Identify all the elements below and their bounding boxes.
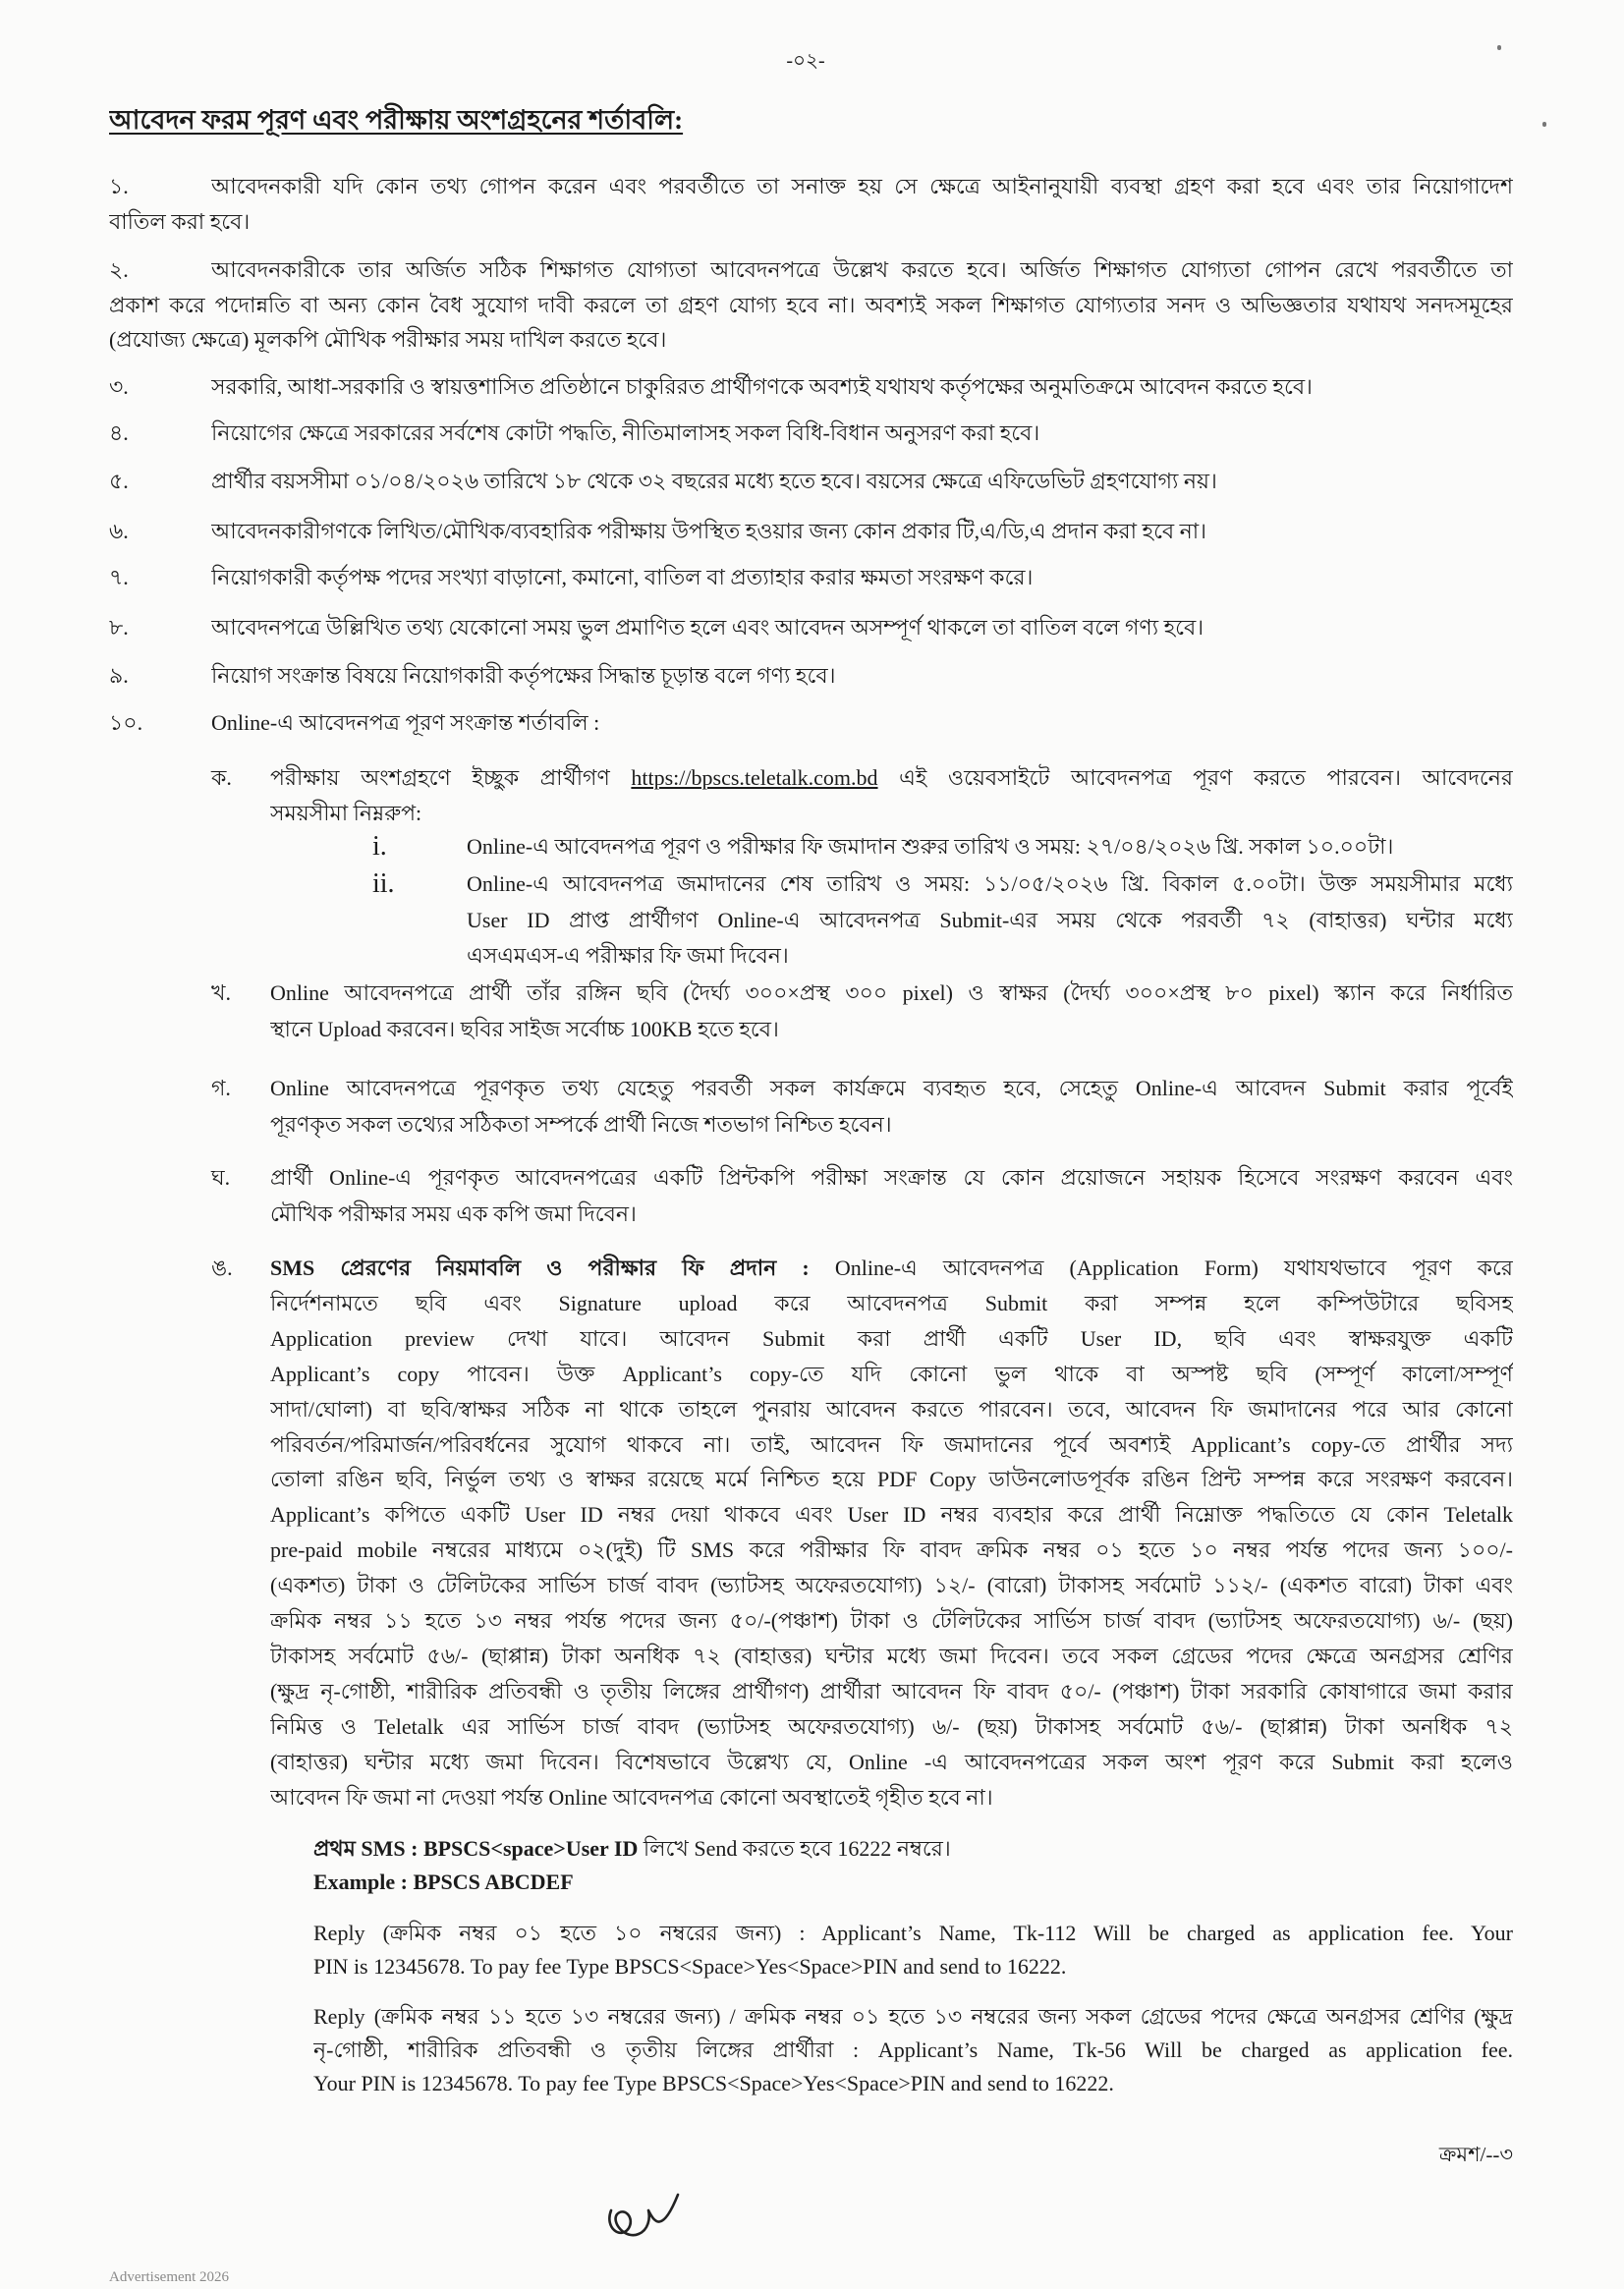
sms-reply-1-line-2: PIN is 12345678. To pay fee Type BPSCS<Space>Yes<Space>PIN and send to 16222.: [313, 1954, 1067, 1979]
online-condition-nga-line-8: Applicant’s কপিতে একটি User ID নম্বর দেয়া থাকবে এবং User ID নম্বর ব্যবহার করে প্রার্থী নিম্নোক্ত পদ্ধতিতে যে কোন Teletalk: [270, 1502, 1513, 1528]
sms-reply-1-line-1: Reply (ক্রমিক নম্বর ০১ হতে ১০ নম্বরের জন্য) : Applicant’s Name, Tk-112 Will be charged as application fee. Your: [313, 1921, 1513, 1945]
condition-6-line-1: আবেদনকারীগণকে লিখিত/মৌখিক/ব্যবহারিক পরীক্ষায় উপস্থিত হওয়ার জন্য কোন প্রকার টি,এ/ডি,এ প্রদান করা হবে না।: [211, 519, 1207, 543]
ka-text-end: এই ওয়েবসাইটে আবেদনপত্র পূরণ করতে পারবেন। আবেদনের: [877, 765, 1513, 790]
online-condition-nga-line-2: নির্দেশনামতে ছবি এবং Signature upload করে আবেদনপত্র Submit করা সম্পন্ন হলে কম্পিউটারে ছবিসহ: [270, 1290, 1513, 1315]
page-number: -০২-: [786, 50, 825, 72]
online-condition-ka-line-1: [270, 760, 1513, 796]
online-condition-kha-number: খ.: [211, 980, 231, 1005]
website-link[interactable]: https://bpscs.teletalk.com.bd: [631, 765, 878, 790]
signature-stroke: [609, 2195, 678, 2235]
online-condition-kha-line-1: Online আবেদনপত্রে প্রার্থী তাঁর রঙ্গিন ছবি (দৈর্ঘ্য ৩০০×প্রস্থ ৩০০ pixel) ও স্বাক্ষর (দৈর্ঘ্য ৩০০×প্রস্থ ৮০ pixel) স্ক্যান করে নির্ধারিত: [270, 980, 1513, 1005]
sms-rules-first-line: Online-এ আবেদনপত্র (Application Form) যথাযথভাবে পূরণ করে: [809, 1256, 1513, 1280]
footer-note: Advertisement 2026: [109, 2269, 230, 2285]
sms-rules-title: SMS প্রেরণের নিয়মাবলি ও পরীক্ষার ফি প্রদান :: [270, 1256, 810, 1280]
condition-5-line-1: প্রার্থীর বয়সসীমা ০১/০৪/২০২৬ তারিখে ১৮ থেকে ৩২ বছরের মধ্যে হতে হবে। বয়সের ক্ষেত্রে এফিডেভিট গ্রহণযোগ্য নয়।: [211, 469, 1217, 493]
condition-4-line-1: নিয়োগের ক্ষেত্রে সরকারের সর্বশেষ কোটা পদ্ধতি, নীতিমালাসহ সকল বিধি-বিধান অনুসরণ করা হবে।: [211, 420, 1040, 445]
condition-10-number: ১০.: [109, 710, 143, 735]
online-condition-gha-number: ঘ.: [211, 1165, 231, 1190]
online-condition-nga-line-14: নিমিত্ত ও Teletalk এর সার্ভিস চার্জ বাবদ (ভ্যাটসহ অফেরতযোগ্য) ৬/- (ছয়) টাকাসহ সর্বমোট ৫৬/- (ছাপ্পান্ন) টাকা অনধিক ৭২: [270, 1713, 1513, 1739]
online-condition-nga-line-11: ক্রমিক নম্বর ১১ হতে ১৩ নম্বর পর্যন্ত পদের জন্য ৫০/-(পঞ্চাশ) টাকা ও টেলিটকের সার্ভিস চার্জ বাবদ (ভ্যাটসহ অফেরতযোগ্য) ৬/- (ছয়): [270, 1608, 1513, 1633]
condition-8-line-1: আবেদনপত্রে উল্লিখিত তথ্য যেকোনো সময় ভুল প্রমাণিত হলে এবং আবেদন অসম্পূর্ণ থাকলে তা বাতিল বলে গণ্য হবে।: [211, 615, 1204, 640]
online-condition-nga-line-15: (বাহাত্তর) ঘন্টার মধ্যে জমা দিবেন। বিশেষভাবে উল্লেখ্য যে, Online -এ আবেদনপত্রের সকল অংশ পূরণ করে Submit করা হলেও: [270, 1749, 1513, 1774]
online-condition-nga-line-16: আবেদন ফি জমা না দেওয়া পর্যন্ত Online আবেদনপত্র কোনো অবস্থাতেই গৃহীত হবে না।: [270, 1784, 993, 1810]
online-condition-nga-line-9: pre-paid mobile নম্বরের মাধ্যমে ০২(দুই) টি SMS করে পরীক্ষার ফি বাবদ ক্রমিক নম্বর ০১ হতে ১০ নম্বর পর্যন্ত পদের জন্য ১০০/-: [270, 1537, 1513, 1563]
online-condition-nga-line-6: পরিবর্তন/পরিমার্জন/পরিবর্ধনের সুযোগ থাকবে না। তাই, আবেদন ফি জমাদানের পূর্বে অবশ্যই Applicant’s copy-তে প্রার্থীর সদ্য: [270, 1431, 1513, 1457]
condition-9-line-1: নিয়োগ সংক্রান্ত বিষয়ে নিয়োগকারী কর্তৃপক্ষের সিদ্ধান্ত চূড়ান্ত বলে গণ্য হবে।: [211, 663, 836, 688]
online-condition-nga-line-4: Applicant’s copy পাবেন। উক্ত Applicant’s copy-তে যদি কোনো ভুল থাকে বা অস্পষ্ট ছবি (সম্পূর্ণ কালো/সম্পূর্ণ: [270, 1361, 1513, 1386]
scan-speck: [1497, 45, 1501, 50]
online-condition-ga-line-2: পূরণকৃত সকল তথ্যের সঠিকতা সম্পর্কে প্রার্থী নিজে শতভাগ নিশ্চিত হবেন।: [270, 1112, 892, 1137]
deadline-1-line-1: Online-এ আবেদনপত্র পূরণ ও পরীক্ষার ফি জমাদান শুরুর তারিখ ও সময়: ২৭/০৪/২০২৬ খ্রি. সকাল ১০.০০টা।: [467, 834, 1394, 859]
condition-7-line-1: নিয়োগকারী কর্তৃপক্ষ পদের সংখ্যা বাড়ানো, কমানো, বাতিল বা প্রত্যাহার করার ক্ষমতা সংরক্ষণ করে।: [211, 565, 1034, 589]
deadline-2-line-3: এসএমএস-এ পরীক্ষার ফি জমা দিবেন।: [467, 943, 789, 968]
condition-2-line-3: (প্রযোজ্য ক্ষেত্রে) মূলকপি মৌখিক পরীক্ষার সময় দাখিল করতে হবে।: [109, 327, 667, 352]
deadline-2-line-2: User ID প্রাপ্ত প্রার্থীগণ Online-এ আবেদনপত্র Submit-এর সময় থেকে পরবর্তী ৭২ (বাহাত্তর) ঘন্টার মধ্যে: [467, 907, 1513, 932]
deadline-2-line-1: Online-এ আবেদনপত্র জমাদানের শেষ তারিখ ও সময়: ১১/০৫/২০২৬ খ্রি. বিকাল ৫.০০টা। উক্ত সময়সীমার মধ্যে: [467, 871, 1513, 896]
continued-note: ক্রমশ/--৩: [1438, 2143, 1513, 2166]
conditions-heading: আবেদন ফরম পূরণ এবং পরীক্ষায় অংশগ্রহনের শর্তাবলি:: [109, 105, 684, 135]
online-condition-nga-line-13: (ক্ষুদ্র নৃ-গোষ্ঠী, শারীরিক প্রতিবন্ধী ও তৃতীয় লিঙ্গের প্রার্থীগণ) প্রার্থীরা আবেদন ফি বাবদ ৫০/- (পঞ্চাশ) টাকা সরকারি কোষাগারে জমা করার: [270, 1678, 1513, 1703]
online-condition-ga-line-1: Online আবেদনপত্রে পূরণকৃত তথ্য যেহেতু পরবর্তী সকল কার্যক্রমে ব্যবহৃত হবে, সেহেতু Online-এ আবেদন Submit করার পূর্বেই: [270, 1076, 1513, 1100]
condition-10-line-1: Online-এ আবেদনপত্র পূরণ সংক্রান্ত শর্তাবলি :: [211, 710, 600, 735]
condition-9-number: ৯.: [109, 663, 129, 688]
online-condition-ka-number: ক.: [211, 765, 232, 790]
online-condition-nga-line-1: [270, 1251, 1513, 1286]
signature: [601, 2187, 684, 2248]
condition-7-number: ৭.: [109, 565, 129, 589]
condition-8-number: ৮.: [109, 615, 129, 640]
conditions-heading-block: [109, 100, 993, 140]
first-sms-text: লিখে Send করতে হবে 16222 নম্বরে।: [638, 1836, 951, 1861]
first-sms-line: [313, 1832, 1513, 1866]
online-condition-gha-line-1: প্রার্থী Online-এ পূরণকৃত আবেদনপত্রের একটি প্রিন্টকপি পরীক্ষা সংক্রান্ত যে কোন প্রয়োজনে সহায়ক হিসেবে সংরক্ষণ করবেন এবং: [270, 1165, 1513, 1190]
online-condition-nga-line-12: টাকাসহ সর্বমোট ৫৬/- (ছাপ্পান্ন) টাকা অনধিক ৭২ (বাহাত্তর) ঘন্টার মধ্যে জমা দিবেন। তবে সকল গ্রেডের পদের ক্ষেত্রে অনগ্রসর শ্রেণির: [270, 1643, 1513, 1668]
deadline-2-number: ii.: [372, 868, 395, 899]
sms-reply-2-line-2: নৃ-গোষ্ঠী, শারীরিক প্রতিবন্ধী ও তৃতীয় লিঙ্গের প্রার্থীরা : Applicant’s Name, Tk-56 Will be charged as application fee.: [313, 2038, 1513, 2062]
online-condition-nga-line-7: তোলা রঙিন ছবি, নির্ভুল তথ্য ও স্বাক্ষর রয়েছে মর্মে নিশ্চিত হয়ে PDF Copy ডাউনলোডপূর্বক রঙিন প্রিন্ট সম্পন্ন করে সংরক্ষণ করবেন।: [270, 1467, 1513, 1492]
sms-reply-2-line-3: Your PIN is 12345678. To pay fee Type BPSCS<Space>Yes<Space>PIN and send to 16222.: [313, 2071, 1114, 2095]
online-condition-ga-number: গ.: [211, 1076, 231, 1100]
condition-2-number: ২.: [109, 257, 129, 282]
sms-reply-2-line-1: Reply (ক্রমিক নম্বর ১১ হতে ১৩ নম্বরের জন্য) / ক্রমিক নম্বর ০১ হতে ১৩ নম্বরের জন্য সকল গ্রেডের পদের ক্ষেত্রে অনগ্রসর শ্রেণির (ক্ষুদ্র: [313, 2004, 1513, 2029]
online-condition-kha-line-2: স্থানে Upload করবেন। ছবির সাইজ সর্বোচ্চ 100KB হতে হবে।: [270, 1017, 779, 1041]
sms-example: [313, 1866, 1513, 1899]
ka-text-start: পরীক্ষায় অংশগ্রহণে ইচ্ছুক প্রার্থীগণ: [270, 765, 632, 790]
condition-2-line-1: আবেদনকারীকে তার অর্জিত সঠিক শিক্ষাগত যোগ্যতা আবেদনপত্রে উল্লেখ করতে হবে। অর্জিত শিক্ষাগত যোগ্যতা গোপন রেখে পরবর্তীতে তা: [211, 257, 1513, 282]
deadline-1-number: i.: [372, 831, 387, 862]
first-sms-label: প্রথম SMS : BPSCS<space>User ID: [313, 1836, 639, 1861]
sms-example-text: Example : BPSCS ABCDEF: [313, 1870, 574, 1894]
online-condition-gha-line-2: মৌখিক পরীক্ষার সময় এক কপি জমা দিবেন।: [270, 1201, 637, 1226]
condition-3-number: ৩.: [109, 374, 129, 399]
condition-3-line-1: সরকারি, আধা-সরকারি ও স্বায়ত্তশাসিত প্রতিষ্ঠানে চাকুরিরত প্রার্থীগণকে অবশ্যই যথাযথ কর্তৃপক্ষের অনুমতিক্রমে আবেদন করতে হবে।: [211, 374, 1313, 399]
condition-6-number: ৬.: [109, 519, 129, 543]
condition-2-line-2: প্রকাশ করে পদোন্নতি বা অন্য কোন বৈধ সুযোগ দাবী করলে তা গ্রহণ যোগ্য হবে না। অবশ্যই সকল শিক্ষাগত যোগ্যতার সনদ ও অভিজ্ঞতার যথাযথ সনদসমূহের: [109, 292, 1513, 317]
condition-5-number: ৫.: [109, 469, 129, 493]
condition-1-line-2: বাতিল করা হবে।: [109, 208, 251, 234]
online-condition-nga-line-3: Application preview দেখা যাবে। আবেদন Submit করা প্রার্থী একটি User ID, ছবি এবং স্বাক্ষরযুক্ত একটি: [270, 1325, 1513, 1351]
online-condition-ka-line-2: সময়সীমা নিম্নরুপ:: [270, 801, 422, 825]
condition-1-line-1: আবেদনকারী যদি কোন তথ্য গোপন করেন এবং পরবর্তীতে তা সনাক্ত হয় সে ক্ষেত্রে আইনানুযায়ী ব্যবস্থা গ্রহণ করা হবে এবং তার নিয়োগাদেশ: [211, 174, 1513, 198]
condition-1-number: ১.: [109, 174, 129, 198]
online-condition-nga-line-10: (একশত) টাকা ও টেলিটকের সার্ভিস চার্জ বাবদ (ভ্যাটসহ অফেরতযোগ্য) ১২/- (বারো) টাকাসহ সর্বমোট ১১২/- (একশত বারো) টাকা এবং: [270, 1573, 1513, 1598]
online-condition-nga-line-5: সাদা/ঘোলা) বা ছবি/স্বাক্ষর সঠিক না থাকে তাহলে পুনরায় আবেদন করতে পারবেন। তবে, আবেদন ফি জমাদানের পরে আর কোনো: [270, 1396, 1513, 1422]
scan-speck: [1542, 122, 1546, 127]
online-condition-nga-number: ঙ.: [211, 1256, 233, 1280]
condition-4-number: ৪.: [109, 420, 129, 445]
